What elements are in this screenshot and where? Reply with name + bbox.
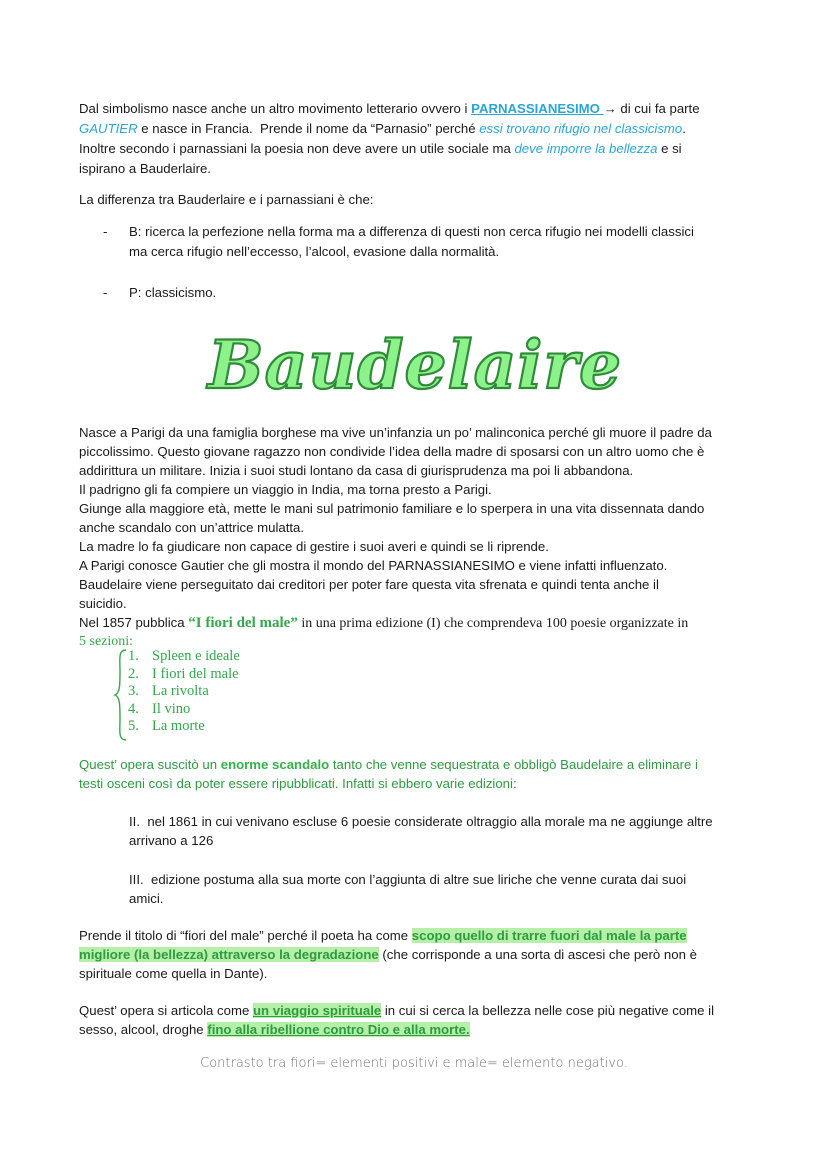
enorme-scandalo: enorme scandalo bbox=[220, 757, 330, 772]
baudelaire-title bbox=[207, 318, 623, 408]
viaggio-highlight: un viaggio spirituale bbox=[252, 1003, 382, 1018]
intro-line-4: ispirano a Bauderlaire. bbox=[79, 161, 211, 176]
bullet-dash: - bbox=[103, 285, 108, 300]
bio-line: piccolissimo. Questo giovane ragazzo non condivide l’idea della madre di sposarsi con un altro uomo che è bbox=[79, 444, 705, 459]
brace-icon bbox=[114, 649, 128, 741]
sezioni-label: 5 sezioni: bbox=[79, 634, 134, 649]
titolo-line-1 bbox=[79, 926, 751, 945]
titolo-line-3: spirituale come quella in Dante). bbox=[79, 966, 268, 981]
list-item: 3. La rivolta bbox=[128, 683, 209, 700]
parnassianesimo-term: PARNASSIANESIMO bbox=[471, 101, 604, 116]
edition-text: nel 1861 in cui venivano escluse 6 poesie considerate oltraggio alla morale ma ne aggiunge altre bbox=[140, 814, 713, 829]
viaggio-text: Quest’ opera si articola come bbox=[79, 1003, 253, 1018]
viaggio-line-1 bbox=[79, 1001, 751, 1020]
edition-iii-line-2: amici. bbox=[129, 891, 164, 906]
bullet-2: P: classicismo. bbox=[129, 285, 217, 300]
intro-text: . bbox=[682, 121, 686, 136]
scandal-line-2: testi osceni così da poter essere ripubblicati. Infatti si ebbero varie edizioni: bbox=[79, 776, 517, 791]
list-item: 1. Spleen e ideale bbox=[128, 648, 240, 664]
arrow-icon: → bbox=[603, 101, 617, 116]
edition-iii-line-1 bbox=[129, 870, 749, 889]
scandal-line-1 bbox=[79, 755, 751, 774]
bio-line: anche scandalo con un’attrice mulatta. bbox=[79, 520, 305, 535]
bio-text: Nel 1857 pubblica bbox=[79, 615, 189, 630]
sections-list bbox=[128, 648, 240, 736]
titolo-text: (che corrisponde a una sorta di ascesi che però non è bbox=[378, 947, 697, 962]
bio-text: in una prima edizione (I) che comprendeva 100 poesie organizzate in bbox=[297, 616, 689, 631]
footer-note: Contrasto tra fiori= elementi positivi e male= elemento negativo. bbox=[200, 1056, 628, 1071]
intro-text: e nasce in Francia. Prende il nome da “Parnasio” perché bbox=[137, 121, 480, 136]
list-item: 4. Il vino bbox=[128, 700, 191, 717]
edition-num: III. bbox=[129, 872, 144, 887]
bio-line: Baudelaire viene perseguitato dai creditori per poter fare questa vita sfrenata e quindi tenta anche il bbox=[79, 577, 659, 592]
intro-line-2 bbox=[79, 119, 751, 138]
edition-text: edizione postuma alla sua morte con l’aggiunta di altre sue liriche che venne curata dai suoi bbox=[143, 872, 687, 887]
edition-num: II. bbox=[129, 814, 140, 829]
viaggio-highlight: fino alla ribellione contro Dio e alla morte. bbox=[207, 1022, 470, 1037]
edition-ii-line-1 bbox=[129, 812, 749, 831]
viaggio-line-2 bbox=[79, 1020, 751, 1039]
bio-line: A Parigi conosce Gautier che gli mostra il mondo del PARNASSIANESIMO e viene infatti influenzato. bbox=[79, 558, 668, 573]
intro-text: di cui fa parte bbox=[616, 101, 700, 116]
bio-line: Nasce a Parigi da una famiglia borghese ma vive un’infanzia un po’ malinconica perché gli muore il padre da bbox=[79, 425, 712, 440]
diff-heading: La differenza tra Bauderlaire e i parnassiani è che: bbox=[79, 192, 374, 207]
intro-line-3 bbox=[79, 139, 751, 158]
bio-line: addirittura un militare. Inizia i suoi studi lontano da casa di giurisprudenza ma poi li abbandona. bbox=[79, 463, 634, 478]
bio-line-fiori bbox=[79, 613, 751, 633]
bullet-1-line-1: B: ricerca la perfezione nella forma ma a differenza di questi non cerca rifugio nei modelli classici bbox=[129, 224, 694, 239]
list-item: 5. La morte bbox=[128, 718, 205, 735]
titolo-line-2 bbox=[79, 945, 751, 964]
titolo-text: Prende il titolo di “fiori del male” perché il poeta ha come bbox=[79, 928, 412, 943]
edition-ii-line-2: arrivano a 126 bbox=[129, 833, 214, 848]
bio-line: La madre lo fa giudicare non capace di gestire i suoi averi e quindi se li riprende. bbox=[79, 539, 549, 554]
list-item: 2. I fiori del male bbox=[128, 665, 239, 682]
bio-line: Giunge alla maggiore età, mette le mani sul patrimonio familiare e lo sperpera in una vita dissennata dando bbox=[79, 501, 705, 516]
bio-line: Il padrigno gli fa compiere un viaggio in India, ma torna presto a Parigi. bbox=[79, 482, 492, 497]
intro-text: Dal simbolismo nasce anche un altro movimento letterario ovvero i bbox=[79, 101, 472, 116]
bio-line: suicidio. bbox=[79, 596, 127, 611]
fiori-title: “I fiori del male” bbox=[188, 615, 298, 631]
intro-text: e si bbox=[657, 141, 682, 156]
titolo-highlight: scopo quello di trarre fuori dal male la parte bbox=[411, 928, 687, 943]
baudelaire-title-art bbox=[207, 318, 623, 408]
title-text: Baudelaire bbox=[207, 326, 623, 404]
intro-text: Inoltre secondo i parnassiani la poesia non deve avere un utile sociale ma bbox=[79, 141, 515, 156]
gautier-term: GAUTIER bbox=[79, 121, 138, 136]
viaggio-text: sesso, alcool, droghe bbox=[79, 1022, 208, 1037]
bellezza-phrase: deve imporre la bellezza bbox=[514, 141, 658, 156]
bullet-dash: - bbox=[103, 224, 108, 239]
viaggio-text: in cui si cerca la bellezza nelle cose più negative come il bbox=[381, 1003, 714, 1018]
bullet-1-line-2: ma cerca rifugio nell’eccesso, l’alcool, evasione dalla normalità. bbox=[129, 244, 500, 259]
rifugio-phrase: essi trovano rifugio nel classicismo bbox=[479, 121, 683, 136]
titolo-highlight: migliore (la bellezza) attraverso la degradazione bbox=[79, 947, 379, 962]
scandal-text: Quest’ opera suscitò un bbox=[79, 757, 221, 772]
intro-line-1 bbox=[79, 99, 751, 118]
scandal-text: tanto che venne sequestrata e obbligò Baudelaire a eliminare i bbox=[329, 757, 698, 772]
